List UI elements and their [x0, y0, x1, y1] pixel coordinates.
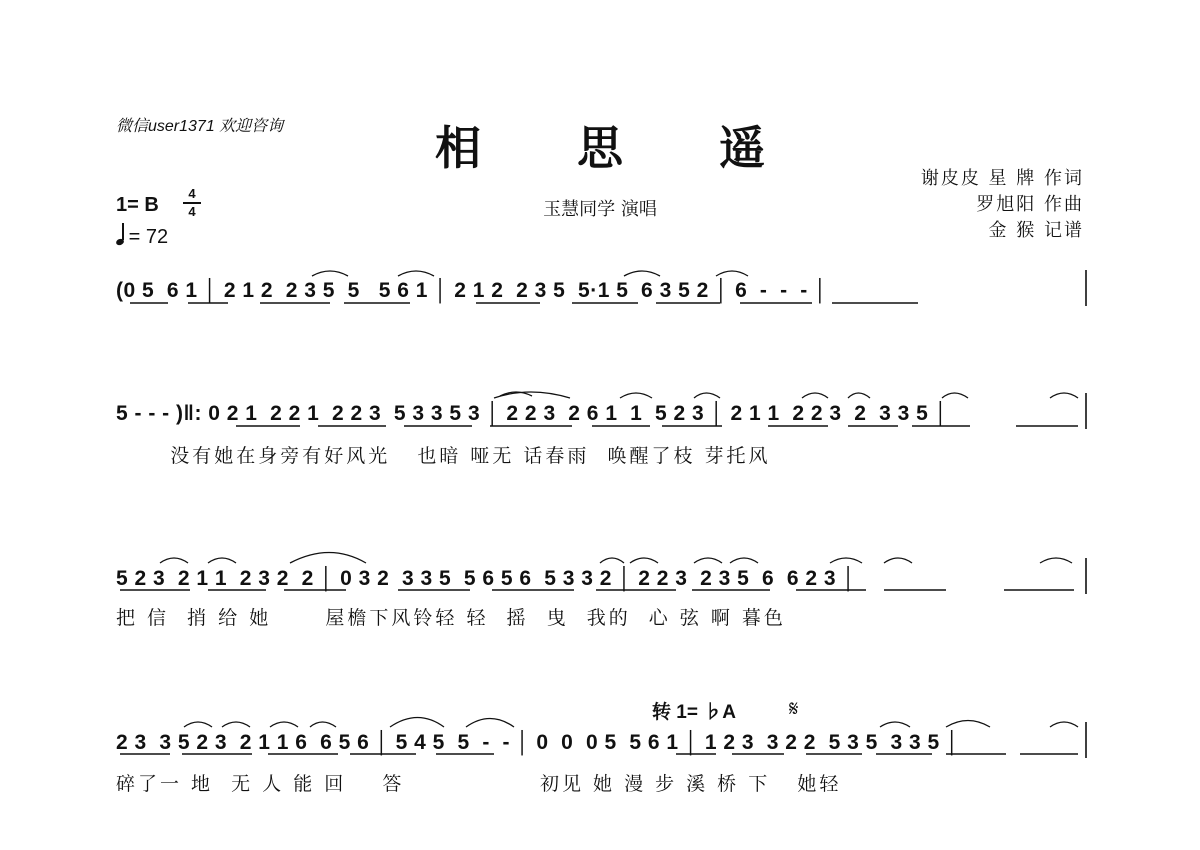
- notation-line-2: 5 - - - )‖: 0 2 1 2 2 1 2 2 3 5 3 3 5 3 │ 2 2 3 2 6 1 1 5 2 3 │ 2 1 1 2 2 3 2 3 3 5 │: [116, 402, 949, 425]
- song-title: 相 思 遥: [434, 121, 806, 175]
- lyrics-line-4: 碎了一 地 无 人 能 回 答 初见 她 漫 步 溪 桥 下 她轻: [116, 773, 842, 795]
- tempo-value: = 72: [128, 226, 169, 248]
- singer-credit: 玉慧同学 演唱: [543, 199, 657, 220]
- key-change-marking: 转 1= ♭A: [652, 702, 736, 723]
- notation-line-3: 5 2 3 2 1 1 2 3 2 2 │ 0 3 2 3 3 5 5 6 5 6 5 3 3 2 │ 2 2 3 2 3 5 6 6 2 3 │: [116, 567, 857, 590]
- key-signature: 1= B: [116, 194, 159, 216]
- lyrics-line-2: 没有她在身旁有好风光 也暗 哑无 话春雨 唤醒了枝 芽托风: [116, 445, 771, 467]
- notation-line-4: 2 3 3 5 2 3 2 1 1 6 6 5 6 │ 5 4 5 5 - - │ 0 0 0 5 5 6 1 │ 1 2 3 3 2 2 5 3 5 3 3 5 │: [116, 731, 960, 754]
- notation-line-1: (0 5 6 1 │ 2 1 2 2 3 5 5 5 6 1 │ 2 1 2 2 3 5 5·1 5 6 3 5 2 │ 6 - - - │: [116, 279, 828, 302]
- segno-icon: 𝄋: [789, 697, 799, 722]
- time-signature-bottom: 4: [188, 204, 196, 219]
- watermark: 微信user1371 欢迎咨询: [116, 118, 284, 135]
- transcriber-credit: 金 猴 记谱: [988, 220, 1084, 241]
- time-signature-top: 4: [188, 186, 196, 201]
- beam-lines: [120, 303, 1078, 754]
- slur-arcs: [160, 271, 1078, 727]
- composer-credit: 罗旭阳 作曲: [976, 194, 1084, 215]
- lyrics-line-3: 把 信 捎 给 她 屋檐下风铃轻 轻 摇 曳 我的 心 弦 啊 暮色: [116, 607, 786, 629]
- lyricist-credit: 谢皮皮 星 牌 作词: [920, 168, 1084, 189]
